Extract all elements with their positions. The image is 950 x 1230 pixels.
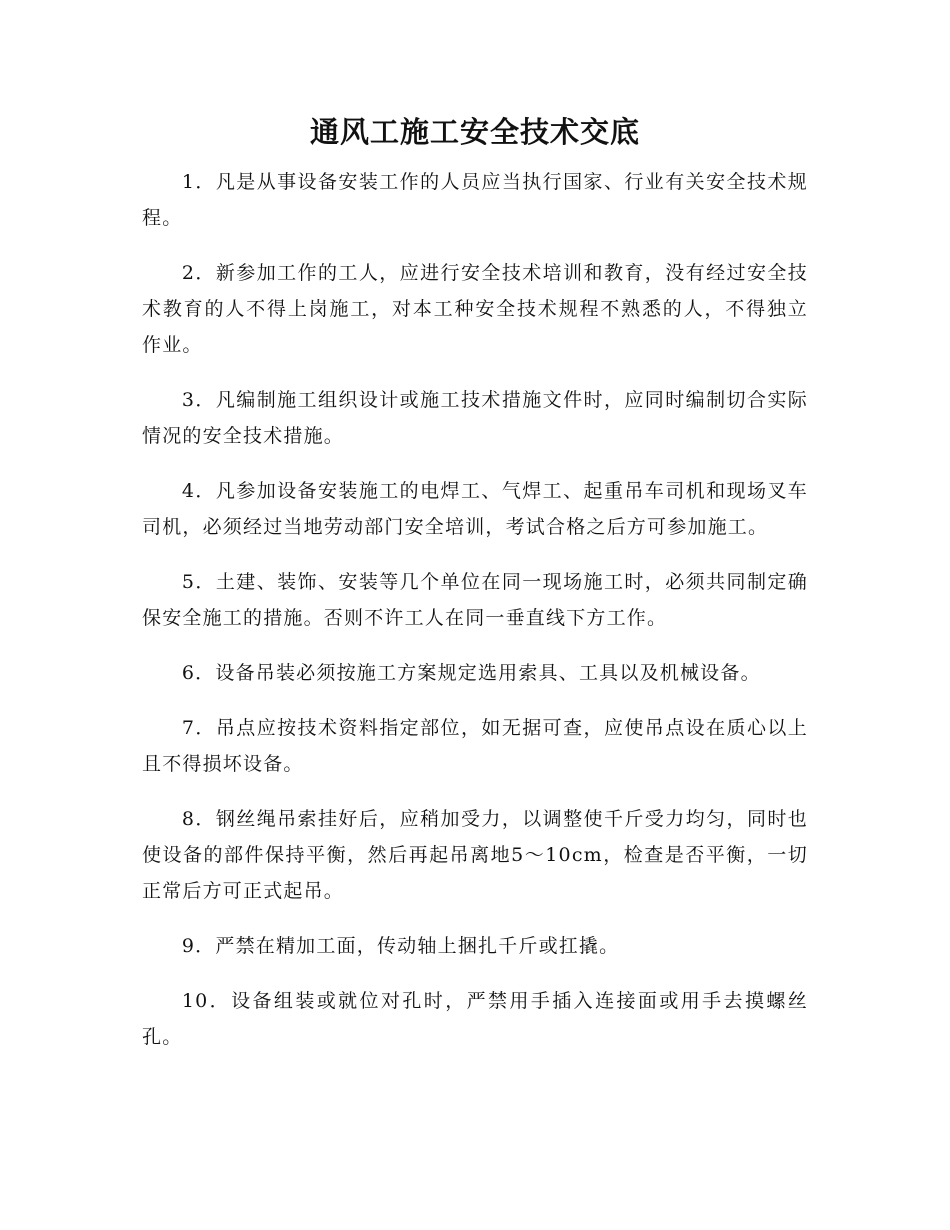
paragraph-9: 9．严禁在精加工面，传动轴上捆扎千斤或扛撬。: [181, 935, 620, 957]
paragraph-10: 10．设备组装或就位对孔时，严禁用手插入连接面或用手去摸螺丝孔。: [142, 990, 808, 1048]
paragraph-7: 7．吊点应按技术资料指定部位，如无据可查，应使吊点设在质心以上且不得损坏设备。: [142, 717, 808, 775]
paragraph-8: 8．钢丝绳吊索挂好后，应稍加受力，以调整使千斤受力均匀，同时也使设备的部件保持平衡，然后再起吊离地5～10cm，检查是否平衡，一切正常后方可正式起吊。: [142, 808, 808, 902]
paragraph-6: 6．设备吊装必须按施工方案规定选用索具、工具以及机械设备。: [181, 662, 761, 684]
paragraph-1: 1．凡是从事设备安装工作的人员应当执行国家、行业有关安全技术规程。: [142, 171, 808, 229]
document-title: 通风工施工安全技术交底: [309, 115, 640, 149]
paragraph-4: 4．凡参加设备安装施工的电焊工、气焊工、起重吊车司机和现场叉车司机，必须经过当地劳动部门安全培训，考试合格之后方可参加施工。: [142, 480, 808, 538]
paragraph-2: 2．新参加工作的工人，应进行安全技术培训和教育，没有经过安全技术教育的人不得上岗施工，对本工种安全技术规程不熟悉的人，不得独立作业。: [142, 262, 808, 356]
paragraph-5: 5．土建、装饰、安装等几个单位在同一现场施工时，必须共同制定确保安全施工的措施。否则不许工人在同一垂直线下方工作。: [142, 571, 808, 629]
paragraph-3: 3．凡编制施工组织设计或施工技术措施文件时，应同时编制切合实际情况的安全技术措施。: [142, 389, 808, 447]
document-body: [142, 164, 808, 1074]
